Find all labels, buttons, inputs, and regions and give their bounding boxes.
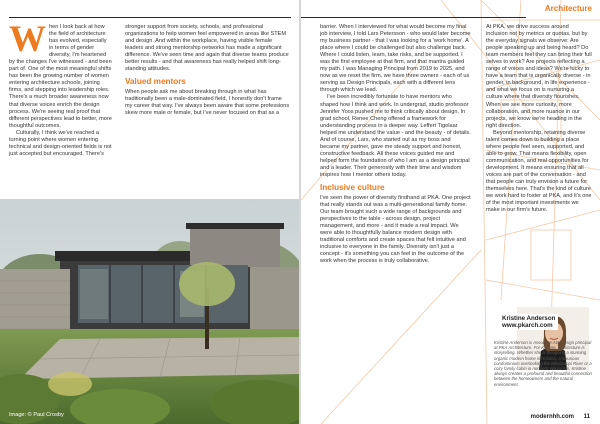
profile-name: Kristine Anderson — [502, 315, 556, 322]
paragraph: barrier. When I interviewed for what would become my final job interview, I told Lars Petersson - who would later become my business partner - that I was looking for a 'work home'. A place where I could be challenged but also challenge back. Where I could listen, learn, take risks, and be supported. I was the first employee at that firm, and that mantra guided my path. I was Managing Principal from 2019 to 2025, and now as we reset the firm, we have three owners - each of us serving as Design Principals, each with a different lens through which we lead. — [320, 24, 471, 94]
section-tag: Architecture — [544, 4, 592, 13]
paragraph: At PKA, we drive success around inclusion not by metrics or quotas, but by the everyday signals we observe: Are people speaking up and being heard? Do team members feel they can bring their full selves to work? Are projects reflecting a range of voices and ideas? We're lucky to have a team that is organically diverse - in gender, in background, in life experience - and what we focus on is nurturing a culture where that diversity flourishes. When we see more curiosity, more collaboration, and more nuance in our projects, we know we're heading in the right direction. — [486, 24, 592, 129]
profile-bio: Kristine Anderson is Associate AIA Design principal at PKA Architecture. For Kristine, architecture is storytelling. Whether she is designing a stunning organic modern home in Arizona, a luxurious condominium overlooking the Mississippi River or a cozy family cabin in northern Wisconsin, Kristine always creates a profound and beautiful connection between the homeowners and the natural environment. — [494, 340, 592, 387]
profile-namecard — [499, 314, 558, 330]
right-page — [301, 0, 600, 424]
column-2 — [125, 24, 290, 118]
subheading: Valued mentors — [125, 77, 186, 87]
modern-house-image — [0, 199, 299, 424]
subheading: Inclusive culture — [320, 183, 385, 193]
column-3 — [320, 24, 471, 266]
paragraph: hen I look back at how the field of architecture has evolved, especially in terms of gender diversity, I'm heartened by the changes I've witnessed - and been part of. One of the most meaningful shifts has been the growing number of women entering architecture schools, joining firms, and stepping into leadership roles. There's a much broader awareness now that diverse voices enrich the design process. We're seeing real proof that different perspectives lead to better, more thoughtful outcomes. — [9, 24, 112, 129]
paragraph: stronger support from society, schools, and professional organizations to help women feel empowered in areas like STEM and design. And within the workplace, having visible female leaders and strong mentorship networks has made a significant difference. We've seen time and again that diverse teams produce better results - and that awareness has really helped shift long-standing attitudes. — [125, 24, 289, 73]
paragraph: Beyond mentorship, retaining diverse talent comes down to building a place where people feel seen, supported, and able to grow. That means flexibility, open communication, and real opportunities for development. It means ensuring that all voices are part of the conversation - and that people can truly envision a future for themselves here. That's the kind of culture we work hard to foster at PKA, and it's one of the most important investments we make in our firm's future. — [486, 129, 592, 214]
photo-credit: Image: © Paul Crosby — [9, 412, 64, 418]
profile-url[interactable]: www.pkarch.com — [502, 322, 553, 329]
left-page — [0, 0, 299, 424]
paragraph: When people ask me about breaking through in what has traditionally been a male-dominated field, I honestly don't frame my career that way. I've always been aware that some professions skew more male or female, but I've never focused on that as a — [125, 89, 290, 117]
column-1 — [9, 19, 112, 158]
house-photo — [0, 199, 299, 424]
paragraph: I've been incredibly fortunate to have mentors who shaped how I think and work. In undergrad, studio professor Jennifer Yoos pushed me to think critically about design. In grad school, Renee Cheng offered a framework for understanding process in a deeper way. Leffert Tigelaar helped me understand the value - and the beauty - of details. And of course, Lars, who started out as my boss and became my partner, gave me steady support and honest, constructive feedback. All these voices guided me and helped form the foundation of who I am as a design principal and a leader. Their generosity with their time and wisdom inspires how I mentor others today. — [320, 94, 471, 178]
page-footer — [531, 414, 590, 420]
top-rule — [9, 17, 291, 18]
drop-cap: W — [9, 19, 46, 60]
page-number: 11 — [583, 414, 590, 420]
paragraph: I've seen the power of diversity firsthand at PKA. One project that really stands out was a multi-generational family home. Our team brought such a wide range of backgrounds and perspectives to the table - across design, project management, and more - and it made a real impact. We were able to thoughtfully balance modern design with traditional comforts and create spaces that felt intuitive and inclusive to everyone in the family. Diversity isn't just a concept - it's something you can feel in the outcome of the work when the process is truly collaborative. — [320, 195, 471, 265]
footer-site[interactable]: modernhh.com — [530, 414, 574, 420]
top-rule — [301, 17, 526, 18]
paragraph: Culturally, I think we've reached a turning point where women entering technical and design-oriented fields is not just accepted but encouraged. There's — [9, 129, 112, 157]
column-4 — [486, 24, 592, 214]
